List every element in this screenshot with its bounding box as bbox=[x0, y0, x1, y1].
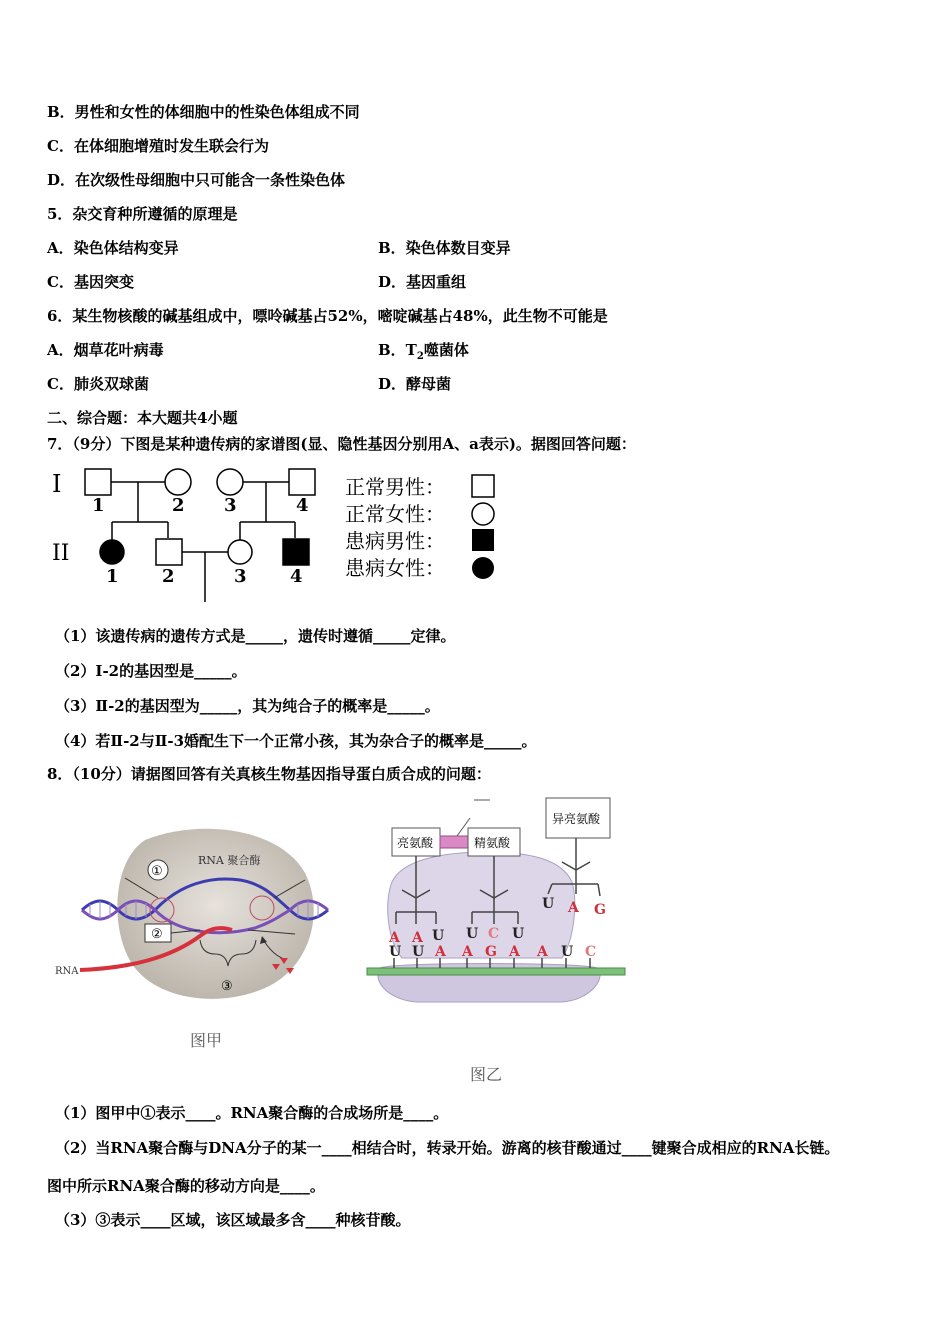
q8-sub2a: （2）当RNA聚合酶与DNA分子的某一____相结合时，转录开始。游离的核苷酸通过____键聚合成相应的RNA长链。 bbox=[55, 1139, 840, 1157]
mrna-base-3: A bbox=[435, 944, 446, 960]
mrna-base-4: A bbox=[462, 944, 473, 960]
amino-acid-2: 精氨酸 bbox=[474, 836, 511, 850]
q7-sub1: （1）该遗传病的遗传方式是_____，遗传时遵循_____定律。 bbox=[55, 627, 456, 645]
anticodon-2-2: C bbox=[488, 926, 500, 942]
anticodon-3-1: U bbox=[542, 896, 555, 912]
pedigree-I-2-number: 2 bbox=[172, 495, 185, 516]
q7-sub3: （3）Ⅱ-2的基因型为_____，其为纯合子的概率是_____。 bbox=[55, 697, 440, 715]
pedigree-II-1-number: 1 bbox=[106, 566, 119, 587]
pedigree-II-4-affected-male bbox=[283, 539, 309, 565]
mrna-base-7: A bbox=[537, 944, 548, 960]
amino-acid-3: 异亮氨酸 bbox=[552, 812, 601, 826]
q5-stem: 5．杂交育种所遵循的原理是 bbox=[47, 205, 238, 223]
anticodon-2-1: U bbox=[466, 926, 479, 942]
enzyme-label: RNA 聚合酶 bbox=[198, 854, 261, 867]
q6-option-b: B．$T_2$噬菌体 bbox=[378, 341, 469, 362]
marker-1: ① bbox=[151, 864, 163, 879]
anticodon-3-3: G bbox=[594, 902, 606, 918]
q6-option-a: A．烟草花叶病毒 bbox=[47, 341, 164, 359]
q5-option-d: D．基因重组 bbox=[378, 273, 467, 291]
mrna-base-9: C bbox=[585, 944, 597, 960]
legend-affected-female-symbol bbox=[472, 557, 494, 579]
q4-option-c: C．在体细胞增殖时发生联会行为 bbox=[47, 137, 269, 155]
pedigree-I-3-normal-female bbox=[217, 469, 243, 495]
q5-option-b: B．染色体数目变异 bbox=[378, 239, 511, 257]
section-heading: 二、综合题：本大题共4小题 bbox=[47, 409, 238, 427]
legend-affected-female: 患病女性： bbox=[345, 556, 445, 580]
pedigree-II-2-normal-male bbox=[156, 539, 182, 565]
pedigree-II-4-number: 4 bbox=[290, 566, 303, 587]
anticodon-1-2: A bbox=[412, 930, 423, 946]
mrna-base-1: U bbox=[389, 944, 402, 960]
q7-sub2: （2）Ⅰ-2的基因型是_____。 bbox=[55, 662, 247, 680]
legend-normal-male-symbol bbox=[472, 475, 494, 497]
anticodon-1-3: U bbox=[432, 928, 445, 944]
legend-normal-female: 正常女性： bbox=[345, 502, 445, 526]
q6-option-c: C．肺炎双球菌 bbox=[47, 375, 149, 393]
mrna-base-6: A bbox=[509, 944, 520, 960]
legend-normal-female-symbol bbox=[472, 503, 494, 525]
marker-2: ② bbox=[151, 927, 163, 942]
anticodon-1-1: A bbox=[389, 930, 400, 946]
q8-sub3: （3）③表示____区域，该区域最多含____种核苷酸。 bbox=[55, 1211, 411, 1229]
peptide-bond bbox=[440, 836, 468, 848]
q6-option-d: D．酵母菌 bbox=[378, 375, 452, 393]
q6-stem: 6．某生物核酸的碱基组成中，嘌呤碱基占52%，嘧啶碱基占48%，此生物不可能是 bbox=[47, 307, 608, 325]
q5-option-c: C．基因突变 bbox=[47, 273, 134, 291]
pedigree-II-2-number: 2 bbox=[162, 566, 175, 587]
figure-b-caption: 图乙 bbox=[470, 1065, 503, 1084]
marker-3: ③ bbox=[221, 979, 233, 994]
pedigree-II-3-number: 3 bbox=[234, 566, 247, 587]
q8-sub1: （1）图甲中①表示____。RNA聚合酶的合成场所是____。 bbox=[55, 1104, 449, 1122]
mrna-strand bbox=[367, 968, 625, 975]
figure-translation bbox=[362, 790, 634, 1008]
pedigree-I-1-number: 1 bbox=[92, 495, 105, 516]
pedigree-I-4-number: 4 bbox=[296, 495, 309, 516]
legend-normal-male: 正常男性： bbox=[345, 475, 445, 499]
anticodon-3-2: A bbox=[568, 900, 579, 916]
q7-stem: 7．（9分）下图是某种遗传病的家谱图(显、隐性基因分别用A、a表示)。据图回答问题： bbox=[47, 435, 636, 453]
generation-2-label: II bbox=[52, 541, 70, 566]
q8-sub2b: 图中所示RNA聚合酶的移动方向是____。 bbox=[47, 1177, 325, 1195]
anticodon-2-3: U bbox=[512, 926, 525, 942]
figure-a-caption: 图甲 bbox=[190, 1031, 223, 1050]
q7-sub4: （4）若Ⅱ-2与Ⅱ-3婚配生下一个正常小孩，其为杂合子的概率是_____。 bbox=[55, 732, 537, 750]
legend-affected-male-symbol bbox=[472, 529, 494, 551]
pedigree-I-2-normal-female bbox=[165, 469, 191, 495]
q4-option-d: D．在次级性母细胞中只可能含一条性染色体 bbox=[47, 171, 346, 189]
pedigree-II-3-normal-female bbox=[228, 540, 252, 564]
legend-affected-male: 患病男性： bbox=[345, 529, 445, 553]
pedigree-II-1-affected-female bbox=[100, 540, 124, 564]
amino-acid-1: 亮氨酸 bbox=[397, 836, 434, 850]
pedigree-chart bbox=[40, 458, 520, 608]
mrna-base-2: U bbox=[412, 944, 425, 960]
generation-1-label: I bbox=[52, 470, 62, 498]
q8-stem: 8．（10分）请据图回答有关真核生物基因指导蛋白质合成的问题： bbox=[47, 765, 491, 783]
q5-option-a: A．染色体结构变异 bbox=[47, 239, 179, 257]
pedigree-I-1-normal-male bbox=[85, 469, 111, 495]
mrna-base-5: G bbox=[485, 944, 497, 960]
mrna-base-8: U bbox=[561, 944, 574, 960]
figure-transcription bbox=[50, 818, 350, 1008]
rna-label: RNA bbox=[55, 966, 79, 977]
q4-option-b: B．男性和女性的体细胞中的性染色体组成不同 bbox=[47, 103, 360, 121]
pedigree-I-4-normal-male bbox=[289, 469, 315, 495]
pedigree-I-3-number: 3 bbox=[224, 495, 237, 516]
